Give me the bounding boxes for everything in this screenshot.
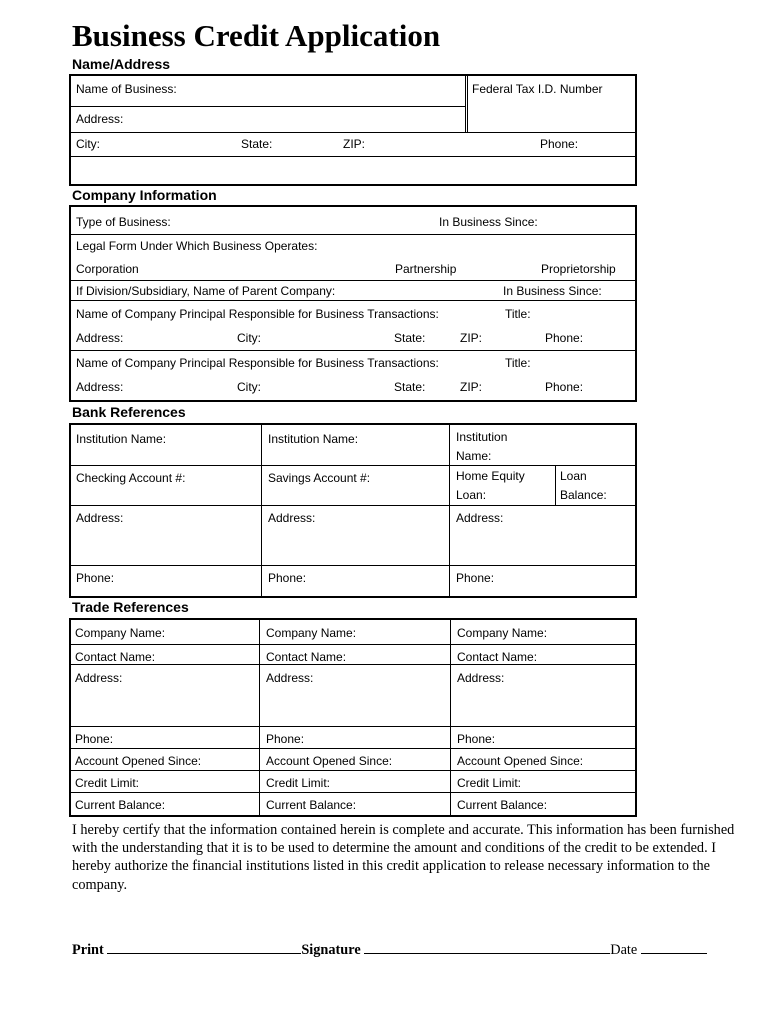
- principal-1-state-field[interactable]: State:: [394, 331, 426, 345]
- date-blank[interactable]: [641, 939, 707, 954]
- principal-1-city-field[interactable]: City:: [237, 331, 261, 345]
- bank-3-phone-field[interactable]: Phone:: [456, 571, 495, 585]
- type-of-business-field[interactable]: Type of Business:: [76, 215, 171, 229]
- trade-2-contact-field[interactable]: Contact Name:: [266, 650, 347, 664]
- section-heading-trade-refs: Trade References: [72, 599, 189, 615]
- name-of-business-field[interactable]: Name of Business:: [76, 82, 177, 96]
- print-label: Print: [72, 942, 104, 958]
- trade-2-address-field[interactable]: Address:: [266, 671, 314, 685]
- trade-2-credit-limit-field[interactable]: Credit Limit:: [266, 776, 331, 790]
- principal-2-name-field[interactable]: Name of Company Principal Responsible for Business Transactions:: [76, 356, 439, 370]
- bank-2-address-field[interactable]: Address:: [268, 511, 316, 525]
- signature-blank[interactable]: [364, 939, 610, 954]
- principal-2-zip-field[interactable]: ZIP:: [460, 380, 483, 394]
- corporation-option[interactable]: Corporation: [76, 262, 139, 276]
- trade-2-phone-field[interactable]: Phone:: [266, 732, 305, 746]
- bank-3-institution-field[interactable]: Institution Name:: [456, 430, 508, 463]
- date-label: Date: [610, 942, 638, 958]
- bank-loan-balance-field[interactable]: Loan Balance:: [560, 469, 607, 502]
- trade-3-account-opened-field[interactable]: Account Opened Since:: [457, 754, 584, 768]
- trade-3-credit-limit-field[interactable]: Credit Limit:: [457, 776, 522, 790]
- parent-company-field[interactable]: If Division/Subsidiary, Name of Parent Company:: [76, 284, 336, 298]
- print-name-blank[interactable]: [107, 939, 301, 954]
- principal-1-title-field[interactable]: Title:: [505, 307, 531, 321]
- company-info-table: [69, 205, 637, 402]
- bank-1-address-field[interactable]: Address:: [76, 511, 124, 525]
- address-field[interactable]: Address:: [76, 112, 124, 126]
- certification-text: I hereby certify that the information contained herein is complete and accurate. This information has been furnished with the understanding that it is to be used to determine the amount and conditions of the credit to be extended. I hereby authorize the financial institutions listed in this credit application to release necessary information to the company.: [72, 822, 735, 893]
- trade-2-current-balance-field[interactable]: Current Balance:: [266, 798, 357, 812]
- signature-label: Signature: [301, 942, 361, 958]
- trade-references-table: [69, 618, 637, 817]
- page-title: Business Credit Application: [72, 18, 441, 53]
- trade-1-contact-field[interactable]: Contact Name:: [75, 650, 156, 664]
- trade-1-address-field[interactable]: Address:: [75, 671, 123, 685]
- trade-1-credit-limit-field[interactable]: Credit Limit:: [75, 776, 140, 790]
- principal-2-city-field[interactable]: City:: [237, 380, 261, 394]
- trade-3-contact-field[interactable]: Contact Name:: [457, 650, 538, 664]
- trade-3-address-field[interactable]: Address:: [457, 671, 505, 685]
- trade-1-account-opened-field[interactable]: Account Opened Since:: [75, 754, 202, 768]
- trade-1-company-field[interactable]: Company Name:: [75, 626, 166, 640]
- bank-2-phone-field[interactable]: Phone:: [268, 571, 307, 585]
- parent-in-business-since-field[interactable]: In Business Since:: [503, 284, 602, 298]
- trade-2-account-opened-field[interactable]: Account Opened Since:: [266, 754, 393, 768]
- principal-1-address-field[interactable]: Address:: [76, 331, 124, 345]
- trade-3-company-field[interactable]: Company Name:: [457, 626, 548, 640]
- bank-references-table: [69, 423, 637, 598]
- trade-1-current-balance-field[interactable]: Current Balance:: [75, 798, 166, 812]
- trade-3-phone-field[interactable]: Phone:: [457, 732, 496, 746]
- bank-2-institution-field[interactable]: Institution Name:: [268, 432, 359, 446]
- principal-2-title-field[interactable]: Title:: [505, 356, 531, 370]
- principal-2-address-field[interactable]: Address:: [76, 380, 124, 394]
- state-field[interactable]: State:: [241, 137, 273, 151]
- bank-1-phone-field[interactable]: Phone:: [76, 571, 115, 585]
- in-business-since-field[interactable]: In Business Since:: [439, 215, 538, 229]
- section-heading-name-address: Name/Address: [72, 56, 171, 72]
- bank-checking-field[interactable]: Checking Account #:: [76, 471, 186, 485]
- section-heading-bank-refs: Bank References: [72, 404, 186, 420]
- bank-home-equity-field[interactable]: Home Equity Loan:: [456, 469, 525, 502]
- bank-1-institution-field[interactable]: Institution Name:: [76, 432, 167, 446]
- principal-2-state-field[interactable]: State:: [394, 380, 426, 394]
- zip-field[interactable]: ZIP:: [343, 137, 366, 151]
- signature-line: [72, 939, 762, 959]
- proprietorship-option[interactable]: Proprietorship: [541, 262, 616, 276]
- trade-1-phone-field[interactable]: Phone:: [75, 732, 114, 746]
- principal-2-phone-field[interactable]: Phone:: [545, 380, 584, 394]
- bank-3-address-field[interactable]: Address:: [456, 511, 504, 525]
- legal-form-label: Legal Form Under Which Business Operates:: [76, 239, 318, 253]
- section-heading-company-info: Company Information: [72, 187, 217, 203]
- trade-3-current-balance-field[interactable]: Current Balance:: [457, 798, 548, 812]
- bank-savings-field[interactable]: Savings Account #:: [268, 471, 371, 485]
- principal-1-zip-field[interactable]: ZIP:: [460, 331, 483, 345]
- city-field[interactable]: City:: [76, 137, 100, 151]
- name-address-table: [69, 74, 637, 186]
- trade-2-company-field[interactable]: Company Name:: [266, 626, 357, 640]
- principal-1-name-field[interactable]: Name of Company Principal Responsible for Business Transactions:: [76, 307, 439, 321]
- phone-field[interactable]: Phone:: [540, 137, 579, 151]
- principal-1-phone-field[interactable]: Phone:: [545, 331, 584, 345]
- federal-tax-id-field[interactable]: Federal Tax I.D. Number: [472, 82, 603, 96]
- partnership-option[interactable]: Partnership: [395, 262, 457, 276]
